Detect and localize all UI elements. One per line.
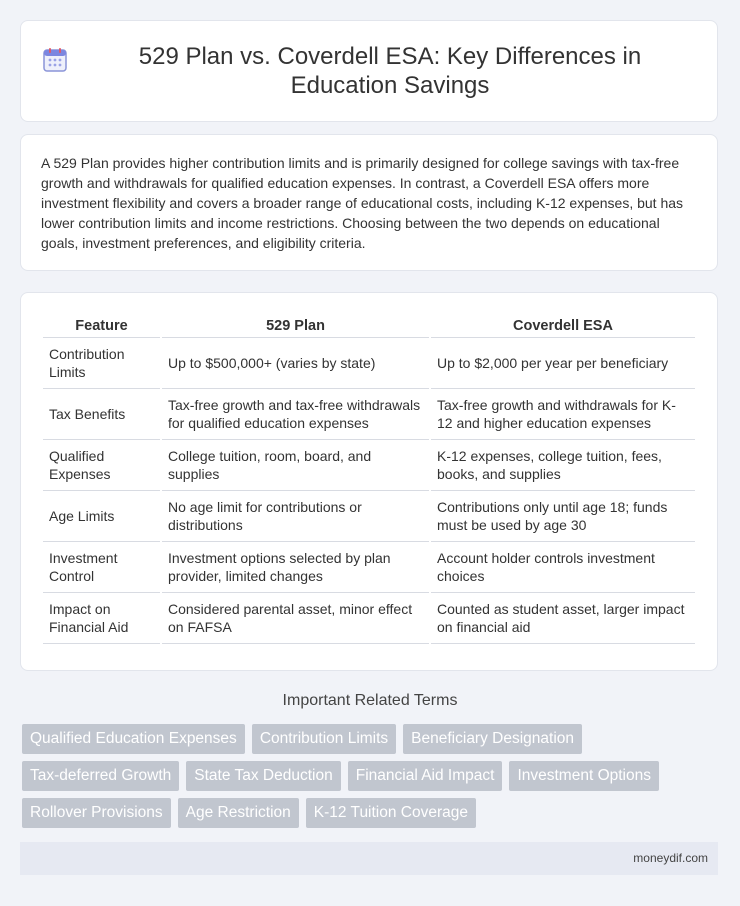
- table-row: [43, 593, 695, 644]
- table-row: [43, 338, 695, 389]
- related-term-tag[interactable]: Tax-deferred Growth: [22, 761, 179, 791]
- plan-529-cell: Investment options selected by plan provider, limited changes: [162, 542, 429, 593]
- related-term-tag[interactable]: Rollover Provisions: [22, 798, 171, 828]
- feature-cell: Contribution Limits: [43, 338, 160, 389]
- table-row: [43, 491, 695, 542]
- coverdell-cell: Counted as student asset, larger impact on financial aid: [431, 593, 695, 644]
- title-wrap: [41, 42, 697, 100]
- footer-site-link[interactable]: moneydif.com: [633, 851, 708, 865]
- comparison-card: [20, 292, 718, 671]
- related-term-tag[interactable]: Beneficiary Designation: [403, 724, 582, 754]
- footer: [20, 842, 718, 875]
- feature-cell: Tax Benefits: [43, 389, 160, 440]
- table-header-row: [43, 313, 695, 338]
- plan-529-cell: Tax-free growth and tax-free withdrawals for qualified education expenses: [162, 389, 429, 440]
- plan-529-cell: No age limit for contributions or distributions: [162, 491, 429, 542]
- column-header-coverdell-esa: Coverdell ESA: [431, 313, 695, 338]
- coverdell-cell: Account holder controls investment choices: [431, 542, 695, 593]
- summary-card: [20, 134, 718, 271]
- table-row: [43, 440, 695, 491]
- column-header-feature: Feature: [43, 313, 160, 338]
- plan-529-cell: Up to $500,000+ (varies by state): [162, 338, 429, 389]
- feature-cell: Age Limits: [43, 491, 160, 542]
- related-term-tag[interactable]: Qualified Education Expenses: [22, 724, 245, 754]
- coverdell-cell: K-12 expenses, college tuition, fees, books, and supplies: [431, 440, 695, 491]
- related-terms-list: [22, 724, 722, 835]
- related-term-tag[interactable]: State Tax Deduction: [186, 761, 340, 791]
- related-term-tag[interactable]: Financial Aid Impact: [348, 761, 503, 791]
- related-term-tag[interactable]: Contribution Limits: [252, 724, 396, 754]
- tag-row: [22, 798, 722, 828]
- plan-529-cell: Considered parental asset, minor effect on FAFSA: [162, 593, 429, 644]
- feature-cell: Qualified Expenses: [43, 440, 160, 491]
- feature-cell: Impact on Financial Aid: [43, 593, 160, 644]
- comparison-table: [41, 313, 697, 644]
- title-card: [20, 20, 718, 122]
- coverdell-cell: Contributions only until age 18; funds must be used by age 30: [431, 491, 695, 542]
- feature-cell: Investment Control: [43, 542, 160, 593]
- related-term-tag[interactable]: Investment Options: [509, 761, 659, 791]
- table-row: [43, 542, 695, 593]
- coverdell-cell: Tax-free growth and withdrawals for K-12 and higher education expenses: [431, 389, 695, 440]
- related-term-tag[interactable]: K-12 Tuition Coverage: [306, 798, 476, 828]
- column-header-529-plan: 529 Plan: [162, 313, 429, 338]
- summary-text: A 529 Plan provides higher contribution limits and is primarily designed for college savings with tax-free growth and withdrawals for qualified education expenses. In contrast, a Coverdell ESA offers more investment flexibility and covers a broader range of educational costs, including K-12 expenses, but has lower contribution limits and income restrictions. Choosing between the two depends on educational goals, investment preferences, and eligibility criteria.: [41, 155, 684, 251]
- page-title: 529 Plan vs. Coverdell ESA: Key Differences in Education Savings: [138, 43, 642, 99]
- calendar-icon: [41, 46, 69, 74]
- table-row: [43, 389, 695, 440]
- tag-row: [22, 724, 722, 754]
- related-terms-heading: Important Related Terms: [282, 692, 458, 709]
- related-term-tag[interactable]: Age Restriction: [178, 798, 299, 828]
- tag-row: [22, 761, 722, 791]
- plan-529-cell: College tuition, room, board, and supplies: [162, 440, 429, 491]
- coverdell-cell: Up to $2,000 per year per beneficiary: [431, 338, 695, 389]
